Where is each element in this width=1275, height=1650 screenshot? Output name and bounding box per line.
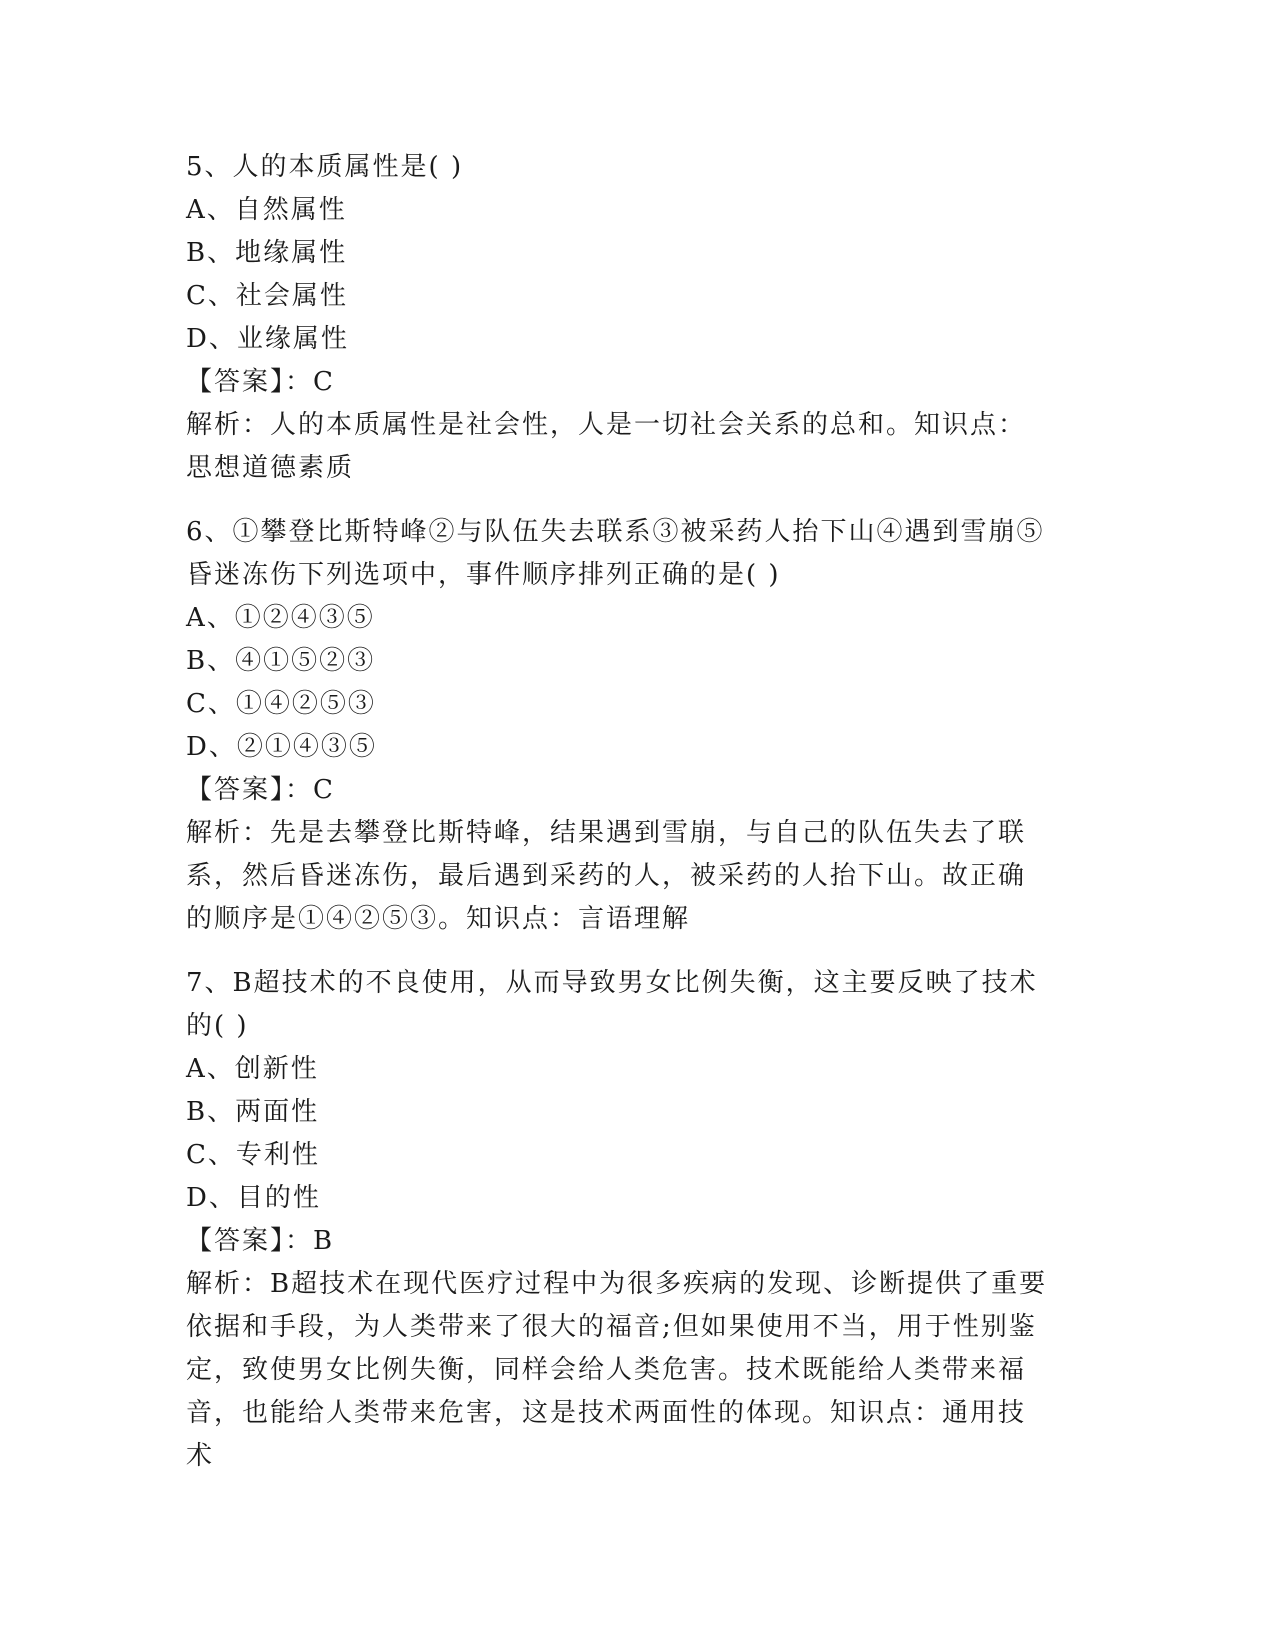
option-c: C、①④②⑤③ bbox=[186, 689, 376, 719]
option-a: A、①②④③⑤ bbox=[186, 603, 375, 633]
analysis-line: 依据和手段，为人类带来了很大的福音;但如果使用不当，用于性别鉴 bbox=[186, 1312, 1037, 1342]
option-c: C、社会属性 bbox=[186, 281, 348, 311]
question-stem: 6、①攀登比斯特峰②与队伍失去联系③被采药人抬下山④遇到雪崩⑤ bbox=[186, 517, 1045, 547]
analysis-line: 定，致使男女比例失衡，同样会给人类危害。技术既能给人类带来福 bbox=[186, 1355, 1027, 1385]
question-stem: 5、人的本质属性是( ) bbox=[186, 152, 464, 182]
option-b: B、地缘属性 bbox=[186, 238, 348, 268]
question-stem: 的( ) bbox=[186, 1011, 249, 1041]
option-a: A、创新性 bbox=[186, 1054, 319, 1084]
answer-line: 【答案】：C bbox=[186, 775, 335, 805]
question-stem: 7、B超技术的不良使用，从而导致男女比例失衡，这主要反映了技术 bbox=[186, 968, 1038, 998]
question-6 bbox=[186, 511, 1086, 941]
option-d: D、业缘属性 bbox=[186, 324, 349, 354]
option-c: C、专利性 bbox=[186, 1140, 320, 1170]
answer-line: 【答案】：C bbox=[186, 367, 335, 397]
option-b: B、④①⑤②③ bbox=[186, 646, 376, 676]
document-page bbox=[186, 146, 1086, 1478]
option-d: D、②①④③⑤ bbox=[186, 732, 377, 762]
question-5 bbox=[186, 146, 1086, 490]
analysis-line: 思想道德素质 bbox=[186, 453, 355, 483]
analysis-line: 系，然后昏迷冻伤，最后遇到采药的人，被采药的人抬下山。故正确 bbox=[186, 861, 1027, 891]
analysis-line: 的顺序是①④②⑤③。知识点：言语理解 bbox=[186, 904, 691, 934]
analysis-line: 术 bbox=[186, 1441, 215, 1471]
question-stem: 昏迷冻伤下列选项中，事件顺序排列正确的是( ) bbox=[186, 560, 781, 590]
answer-line: 【答案】：B bbox=[186, 1226, 335, 1256]
option-a: A、自然属性 bbox=[186, 195, 347, 225]
analysis-line: 解析：先是去攀登比斯特峰，结果遇到雪崩，与自己的队伍失去了联 bbox=[186, 818, 1027, 848]
analysis-line: 解析：人的本质属性是社会性，人是一切社会关系的总和。知识点： bbox=[186, 410, 1027, 440]
analysis-line: 音，也能给人类带来危害，这是技术两面性的体现。知识点：通用技 bbox=[186, 1398, 1027, 1428]
option-d: D、目的性 bbox=[186, 1183, 321, 1213]
question-7 bbox=[186, 962, 1086, 1478]
option-b: B、两面性 bbox=[186, 1097, 320, 1127]
analysis-line: 解析：B超技术在现代医疗过程中为很多疾病的发现、诊断提供了重要 bbox=[186, 1269, 1048, 1299]
